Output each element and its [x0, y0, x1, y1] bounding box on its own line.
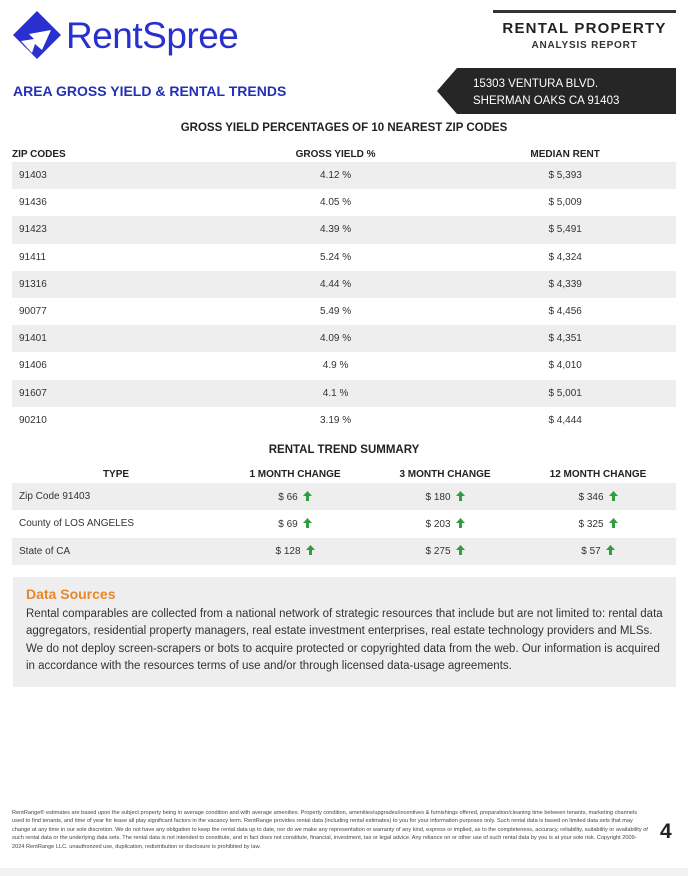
yield-cell: 5.24 % [319, 251, 352, 263]
change-cell-1-month [220, 538, 370, 565]
rent-cell: $ 5,393 [454, 162, 676, 189]
table-row [12, 325, 676, 352]
up-arrow-icon [609, 518, 618, 528]
zip-cell: 91401 [12, 325, 217, 352]
change-value: $ 128 [275, 546, 301, 558]
trend-type-cell: County of LOS ANGELES [19, 518, 135, 530]
yield-table-caption: GROSS YIELD PERCENTAGES OF 10 NEAREST ZIP CODES [180, 122, 508, 134]
change-value: $ 66 [278, 491, 298, 503]
change-value: $ 325 [578, 518, 604, 530]
change-value: $ 346 [578, 491, 604, 503]
address-line-1: 15303 VENTURA BLVD. [473, 78, 599, 90]
report-header [493, 10, 676, 51]
zip-cell: 91406 [19, 360, 47, 372]
table-row [12, 216, 676, 243]
zip-cell: 91411 [19, 251, 47, 263]
zip-cell: 91423 [12, 216, 217, 243]
zip-cell: 91607 [12, 380, 217, 407]
yield-cell: 4.12 % [217, 162, 454, 189]
table-row [12, 298, 676, 325]
up-arrow-icon [303, 518, 312, 528]
data-sources-panel [13, 577, 676, 687]
rent-cell: $ 4,010 [548, 360, 582, 372]
zip-cell: 91403 [12, 162, 217, 189]
rent-cell: $ 5,001 [454, 380, 676, 407]
change-cell-3-month [370, 483, 520, 510]
change-value: $ 203 [425, 518, 451, 530]
change-cell-12-month [520, 483, 676, 510]
data-sources-body: Rental comparables are collected from a national network of strategic resources that include but are not limited to: rental data aggregators, residential property managers, real estate investment enterprises, real estate technology providers and MLSs. We do not deploy screen-scrapers or bots to acquire protected or copyrighted data from the web. Our information is acquired in accordance with the resources terms of use and/or through licensed data-usage agreements. [26, 608, 663, 673]
table-row [12, 162, 676, 189]
report-subtitle: ANALYSIS REPORT [531, 40, 638, 51]
page-number: 4 [660, 820, 672, 843]
zip-cell: 91316 [12, 271, 217, 298]
yield-cell: 4.39 % [217, 216, 454, 243]
yield-cell: 4.05 % [319, 197, 352, 209]
table-row [12, 407, 676, 434]
data-sources-title: Data Sources [26, 586, 116, 602]
up-arrow-icon [609, 491, 618, 501]
table-row [12, 271, 676, 298]
table-row [12, 380, 676, 407]
yield-cell: 4.44 % [217, 271, 454, 298]
column-header-zip: ZIP CODES [12, 148, 66, 160]
rent-cell: $ 5,009 [548, 197, 582, 209]
column-header-yield: GROSS YIELD % [295, 148, 376, 160]
zip-cell: 90077 [19, 306, 47, 318]
table-row [12, 483, 676, 510]
change-cell-1-month [220, 483, 370, 510]
report-title: RENTAL PROPERTY [502, 20, 667, 37]
table-row [12, 510, 676, 537]
change-cell-12-month [520, 538, 676, 565]
up-arrow-icon [306, 545, 315, 555]
brand-name: RentSpree [66, 14, 239, 56]
address-line-2: SHERMAN OAKS CA 91403 [473, 95, 620, 107]
trend-type-cell: State of CA [12, 538, 220, 565]
change-value: $ 69 [278, 518, 298, 530]
yield-cell: 4.9 % [322, 360, 349, 372]
change-cell-3-month [370, 510, 520, 537]
rent-cell: $ 4,456 [548, 306, 582, 318]
rent-cell: $ 5,491 [454, 216, 676, 243]
column-header-3-month: 3 MONTH CHANGE [399, 468, 491, 480]
column-header-12-month: 12 MONTH CHANGE [549, 468, 647, 480]
up-arrow-icon [456, 491, 465, 501]
rent-cell: $ 4,351 [454, 325, 676, 352]
rent-cell: $ 4,324 [548, 251, 582, 263]
table-row [12, 244, 676, 271]
trend-type-cell: Zip Code 91403 [12, 483, 220, 510]
yield-cell: 5.49 % [319, 306, 352, 318]
yield-cell: 3.19 % [319, 414, 352, 426]
yield-cell: 4.1 % [217, 380, 454, 407]
rentspree-logo [12, 10, 238, 60]
table-row [12, 538, 676, 565]
table-row [12, 352, 676, 379]
zip-cell: 90210 [19, 414, 47, 426]
address-box [437, 68, 676, 114]
change-value: $ 57 [581, 546, 601, 558]
rentspree-logo-icon [12, 10, 62, 60]
up-arrow-icon [456, 518, 465, 528]
up-arrow-icon [303, 491, 312, 501]
change-cell-3-month [370, 538, 520, 565]
gross-yield-table [12, 146, 676, 434]
rent-cell: $ 4,444 [548, 414, 582, 426]
change-value: $ 180 [425, 491, 451, 503]
zip-cell: 91436 [19, 197, 47, 209]
rental-trend-table [12, 465, 676, 565]
up-arrow-icon [456, 545, 465, 555]
yield-cell: 4.09 % [217, 325, 454, 352]
up-arrow-icon [606, 545, 615, 555]
column-header-1-month: 1 MONTH CHANGE [249, 468, 341, 480]
legal-disclaimer: RentRange® estimates are based upon the subject property being in average condition and with average amenities. Property condition, amenities/upgrades/incentives & furnishings offered, preparation/cleaning time between tenants, marketing channels used to find tenants, and time of year for lease all play significant factors in the vacancy term. RentRange provides rental data (including rental estimates) to you for your information purposes only. Such rental data is based on limited data sets that may change at any time in our sole discretion. We do not have any obligation to keep the rental data up to date, nor do we make any representation or warranty of any kind, express or implied, as to the completeness, accuracy, reliability, suitability or availability of such rental data or the underlying data sets. The rental data is not intended to constitute, and in fact does not constitute, financial, investment, tax or legal advice. Any reliance on or other use of such rental data by you is at your sole risk. Copyright 2009-2024 RentRange LLC. unauthorized use, duplication, redistribution or disclosure is prohibited by law. [12, 810, 648, 850]
rent-cell: $ 4,339 [454, 271, 676, 298]
column-header-rent: MEDIAN RENT [530, 148, 600, 160]
page-bottom-edge [0, 868, 688, 876]
change-value: $ 275 [425, 546, 451, 558]
column-header-type: TYPE [102, 468, 130, 480]
section-title: AREA GROSS YIELD & RENTAL TRENDS [13, 83, 287, 99]
table-row [12, 189, 676, 216]
change-cell-12-month [520, 510, 676, 537]
change-cell-1-month [220, 510, 370, 537]
trend-table-caption: RENTAL TREND SUMMARY [268, 444, 420, 456]
